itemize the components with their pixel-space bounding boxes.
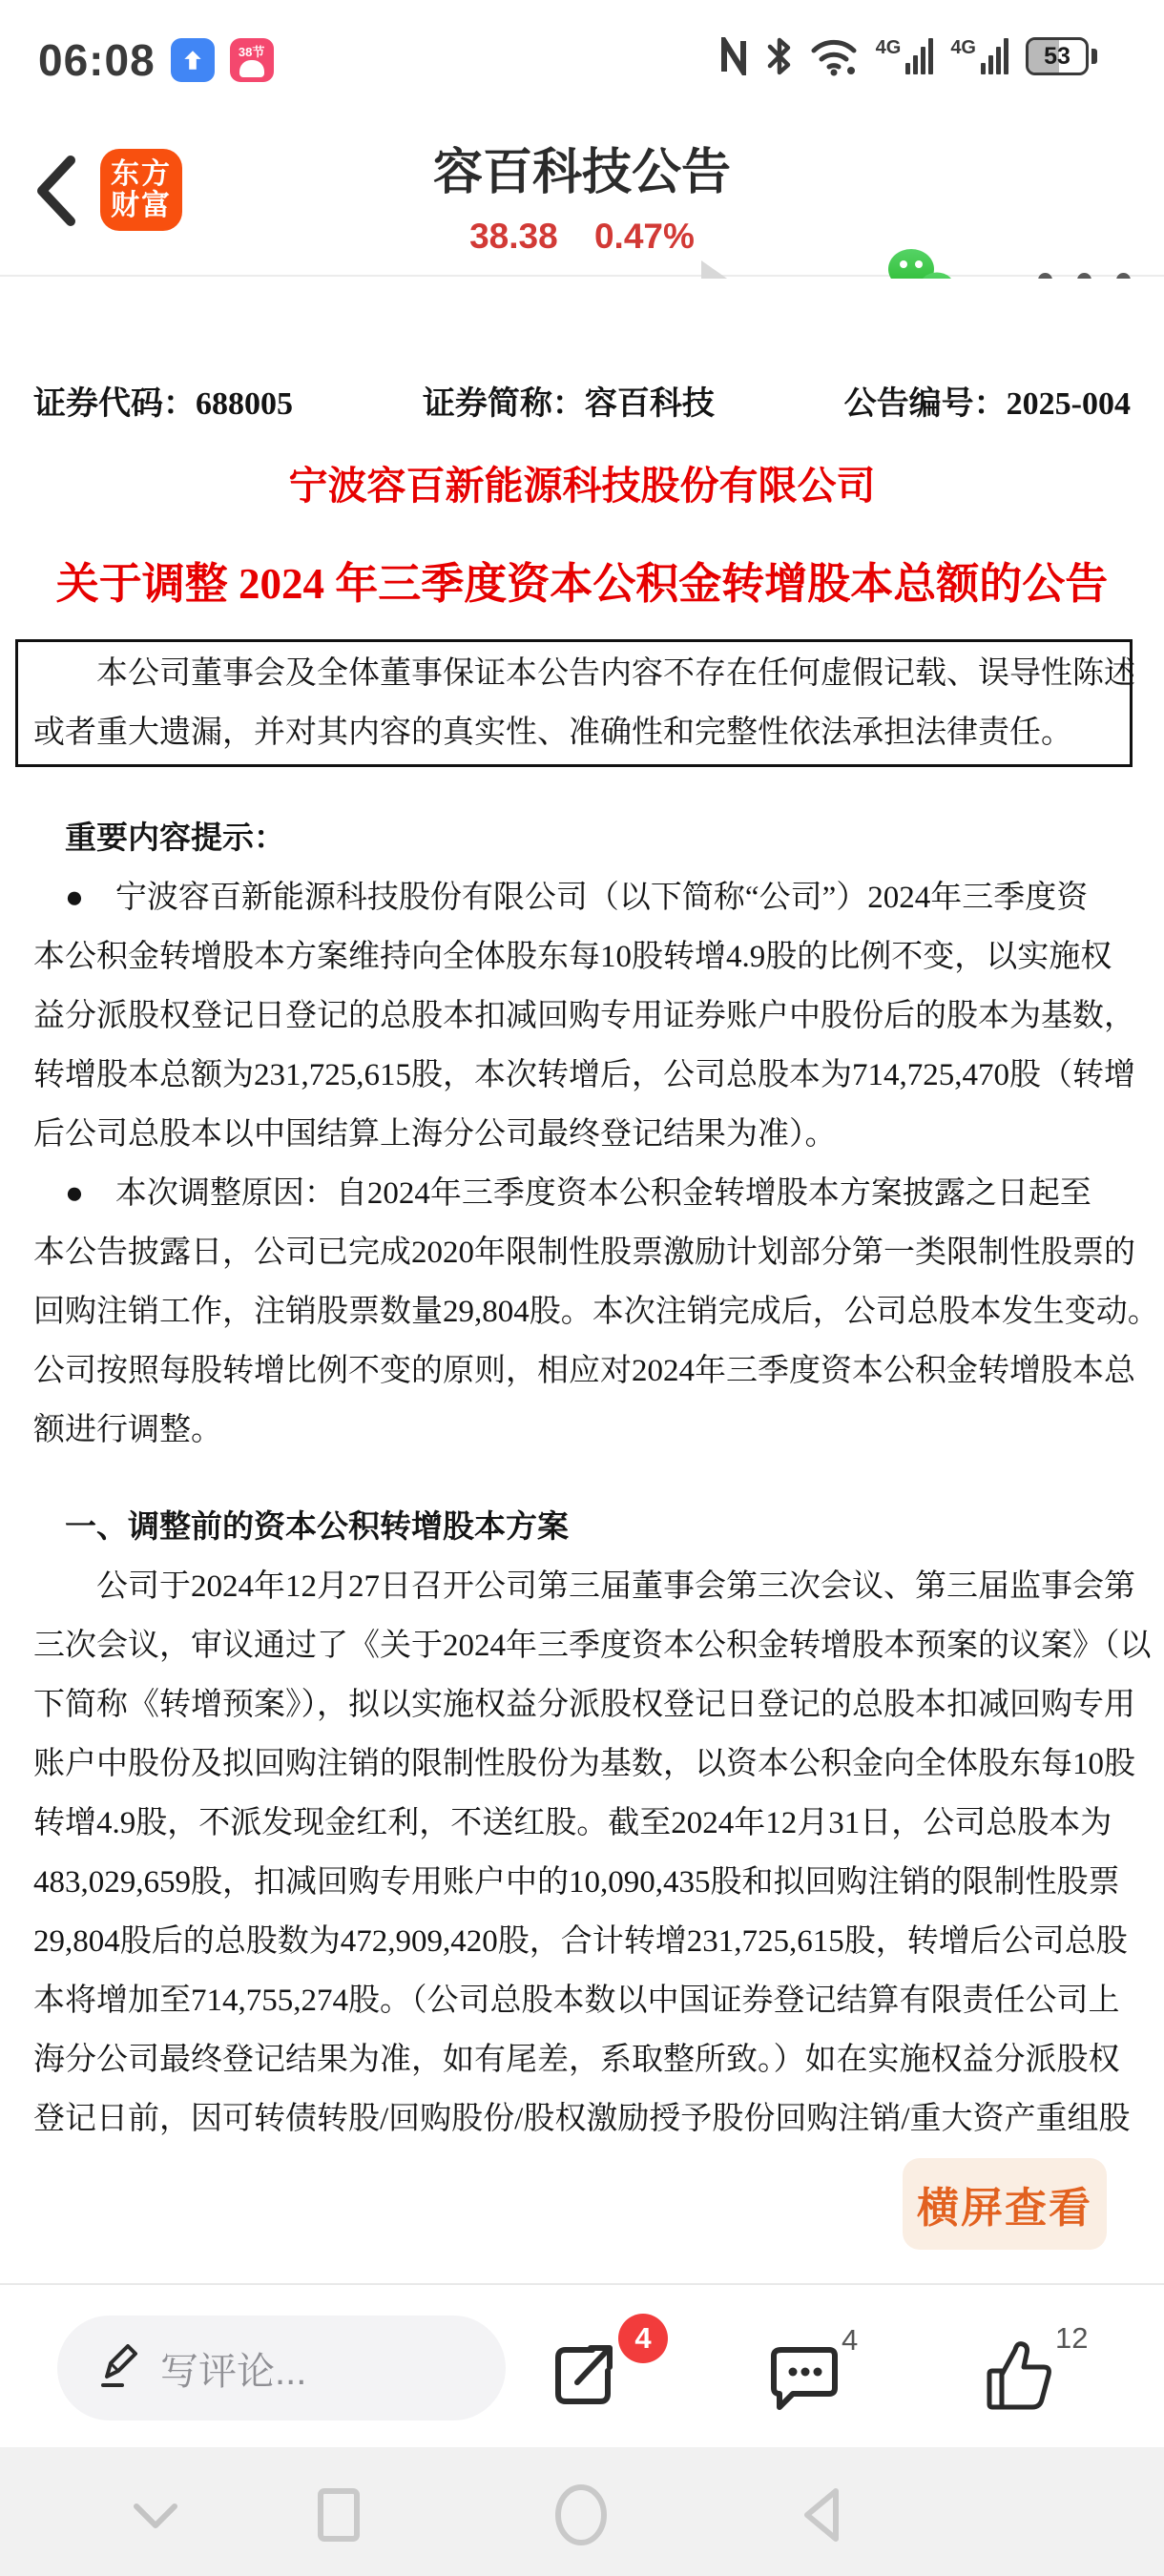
doc-line: 回购注销工作，注销股票数量29,804股。本次注销完成后，公司总股本发生变动。: [33, 1295, 1159, 1329]
doc-line: 本公司董事会及全体董事保证本公告内容不存在任何虚假记载、误导性陈述: [33, 656, 1135, 691]
doc-line: ● 本次调整原因：自2024年三季度资本公积金转增股本方案披露之日起至: [33, 1176, 1091, 1211]
wifi-icon: [809, 36, 859, 76]
battery-tip: [1091, 49, 1097, 64]
doc-line: 海分公司最终登记结果为准，如有尾差，系取整所致。）如在实施权益分派股权: [33, 2043, 1120, 2077]
promo-label: 38节: [238, 44, 265, 59]
announcement-title: 关于调整 2024 年三季度资本公积金转增股本总额的公告: [55, 560, 1109, 608]
hide-navbar-button[interactable]: [122, 2482, 189, 2548]
doc-line: 转增股本总额为231,725,615股，本次转增后，公司总股本为714,725,470股（转增: [33, 1058, 1135, 1092]
security-code: 证券代码：688005: [33, 386, 293, 422]
security-name: 证券简称：容百科技: [422, 386, 715, 422]
back-button[interactable]: [29, 153, 86, 229]
like-count: 12: [1055, 2321, 1089, 2355]
page-title: 容百科技公告: [432, 145, 731, 200]
logo-line1: 东方: [111, 158, 172, 190]
landscape-view-button[interactable]: 横屏查看: [903, 2158, 1107, 2250]
upload-notification-icon: [171, 38, 215, 82]
status-left: [38, 34, 274, 86]
promo-app-icon: [230, 38, 274, 82]
doc-line: 下简称《转增预案》），拟以实施权益分派股权登记日登记的总股本扣减回购专用: [33, 1688, 1135, 1722]
logo-line2: 财富: [111, 190, 172, 221]
android-nav-bar: [0, 2447, 1164, 2576]
app-header: [0, 86, 1164, 277]
doc-line: 公司按照每股转增比例不变的原则，相应对2024年三季度资本公积金转增股本总: [33, 1354, 1135, 1388]
stock-price: 38.38: [469, 217, 558, 256]
doc-line: 本公告披露日，公司已完成2020年限制性股票激励计划部分第一类限制性股票的: [33, 1236, 1135, 1270]
clock: 06:08: [38, 35, 156, 85]
doc-line: 益分派股权登记日登记的总股本扣减回购专用证券账户中股份后的股本为基数，: [33, 999, 1135, 1033]
battery-percent: 53: [1044, 42, 1070, 70]
nfc-icon: [717, 37, 750, 75]
stock-change: 0.47%: [593, 217, 695, 256]
sim1-signal-icon: [876, 38, 934, 74]
board-statement-box: [15, 639, 1133, 767]
comment-input[interactable]: [57, 2316, 506, 2420]
share-button[interactable]: [551, 2340, 617, 2411]
doc-line: 三次会议，审议通过了《关于2024年三季度资本公积金转增股本预案的议案》（以: [33, 1629, 1152, 1663]
status-icons: [717, 34, 1097, 78]
doc-line: 本公积金转增股本方案维持向全体股东每10股转增4.9股的比例不变，以实施权: [33, 940, 1112, 974]
doc-line: 29,804股后的总股数为472,909,420股，合计转增231,725,615股，转增后公司总股: [33, 1924, 1128, 1959]
doc-line: 账户中股份及拟回购注销的限制性股份为基数，以资本公积金向全体股东每10股: [33, 1747, 1135, 1781]
like-button[interactable]: [985, 2338, 1055, 2415]
doc-line: 本将增加至714,755,274股。（公司总股本数以中国证券登记结算有限责任公司上: [33, 1984, 1120, 2018]
comment-count: 4: [842, 2323, 859, 2357]
bluetooth-icon: [767, 36, 792, 76]
doc-line: 登记日前，因可转债转股/回购股份/股权激励授予股份回购注销/重大资产重组股: [33, 2102, 1131, 2136]
pencil-icon: [99, 2344, 139, 2393]
share-badge: 4: [618, 2314, 668, 2363]
sim1-net-label: 4G: [875, 37, 902, 58]
section-1-paragraph: [33, 1557, 1152, 2149]
doc-line: 或者重大遗漏，并对其内容的真实性、准确性和完整性依法承担法律责任。: [33, 716, 1072, 750]
comment-placeholder: 写评论...: [160, 2350, 307, 2393]
back-nav-button[interactable]: [790, 2482, 857, 2548]
announcement-no: 公告编号：2025-004: [843, 386, 1131, 422]
company-name-title: 宁波容百新能源科技股份有限公司: [288, 464, 876, 508]
section-gap: [33, 1460, 1131, 1498]
doc-line: 公司于2024年12月27日召开公司第三届董事会第三次会议、第三届监事会第: [33, 1569, 1135, 1604]
announcement-document: [0, 279, 1164, 2280]
doc-line: 额进行调整。: [33, 1413, 222, 1447]
battery-icon: [1026, 37, 1097, 75]
sim2-net-label: 4G: [950, 37, 976, 58]
recent-apps-button[interactable]: [305, 2482, 372, 2548]
doc-line: 483,029,659股，扣减回购专用账户中的10,090,435股和拟回购注销的限制性股票: [33, 1865, 1120, 1900]
doc-meta-row: [33, 377, 1131, 424]
eastmoney-logo[interactable]: [100, 149, 182, 231]
bullet-2: [33, 1164, 1159, 1460]
doc-line: ● 宁波容百新能源科技股份有限公司（以下简称“公司”）2024年三季度资: [33, 881, 1089, 915]
home-button[interactable]: [548, 2482, 614, 2548]
status-bar: [0, 0, 1164, 86]
comment-bar: [0, 2283, 1164, 2447]
mascot-icon: [239, 60, 264, 77]
bullet-1: [33, 868, 1135, 1164]
sim2-signal-icon: [950, 38, 1008, 74]
important-tips-heading: 重要内容提示：: [33, 821, 285, 856]
comments-button[interactable]: [768, 2342, 842, 2417]
doc-line: 后公司总股本以中国结算上海分公司最终登记结果为准）。: [33, 1117, 837, 1152]
doc-line: 转增4.9股，不派发现金红利，不送红股。截至2024年12月31日，公司总股本为: [33, 1806, 1112, 1840]
section-1-heading: 一、调整前的资本公积转增股本方案: [33, 1510, 569, 1545]
